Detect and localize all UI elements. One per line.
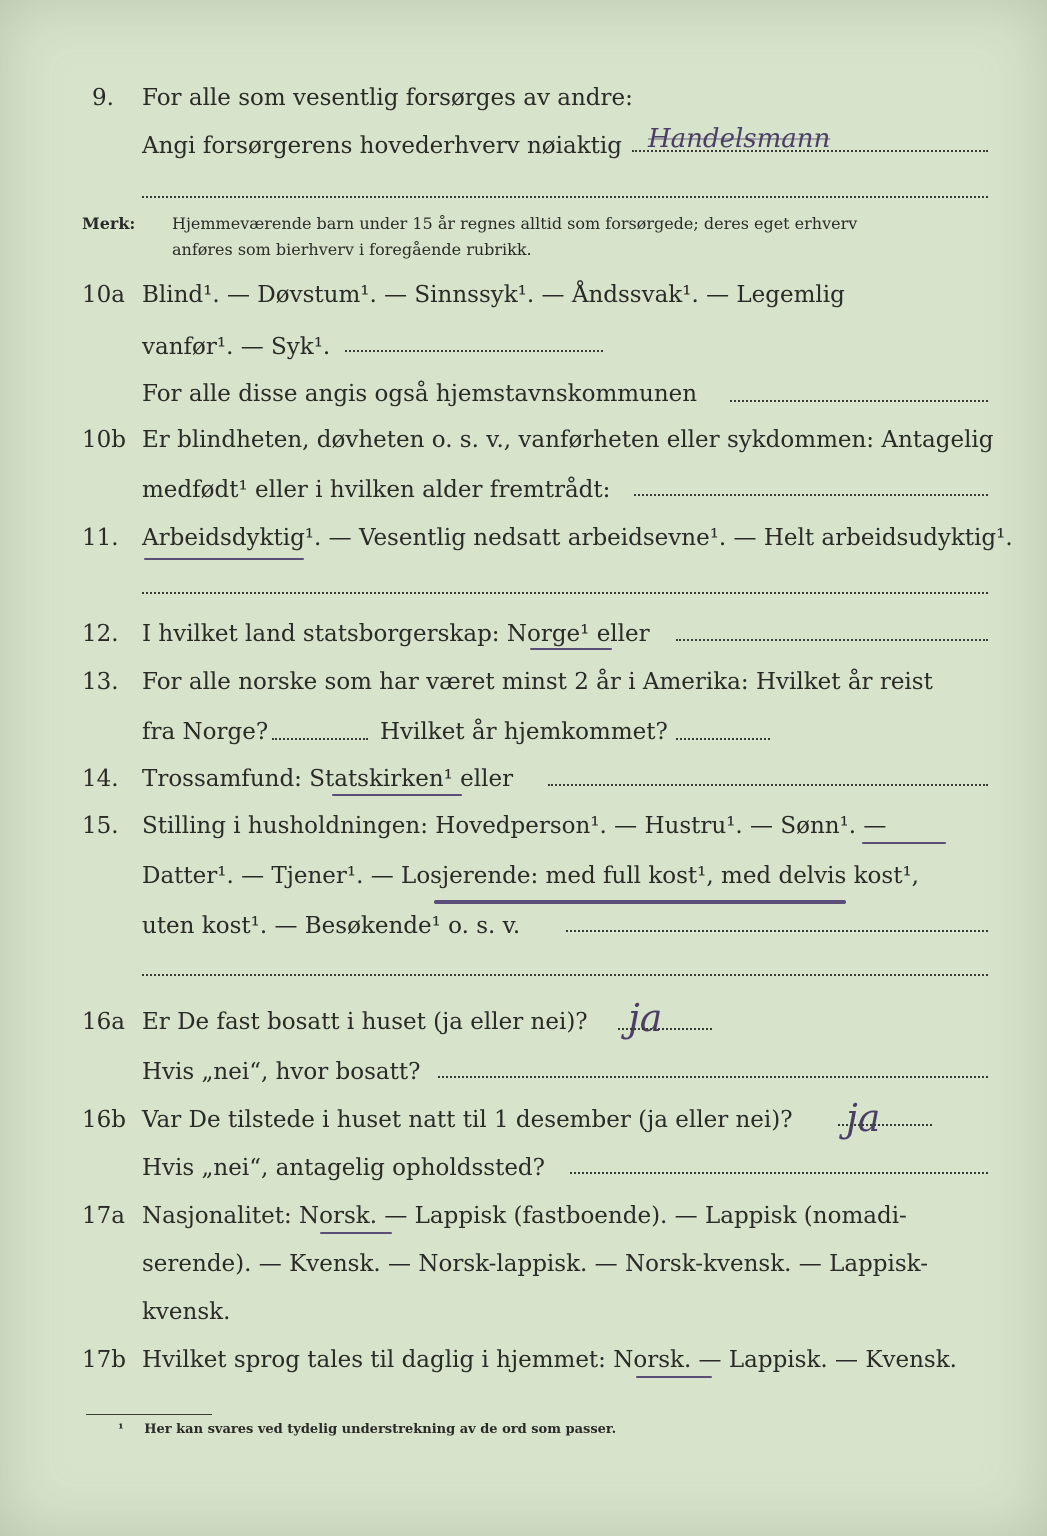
q14-answer-line — [548, 784, 988, 786]
q16b-handwritten-answer: ja — [846, 1096, 881, 1140]
q16b-number: 16b — [82, 1107, 126, 1133]
q16b-line2 — [0, 1144, 1047, 1192]
q17a-text3: kvensk. — [142, 1299, 231, 1325]
q17b-number: 17b — [82, 1347, 126, 1373]
q15-pen-underline-sonn — [862, 842, 946, 844]
q14-pen-underline — [332, 794, 462, 796]
q17b-pen-underline — [636, 1376, 712, 1378]
q16a-line1 — [0, 998, 1047, 1046]
q15-answer-line — [566, 930, 988, 932]
q17b-text1: Hvilket sprog tales til daglig i hjemmet: Norsk. — Lappisk. — Kvensk. — [142, 1347, 957, 1373]
q15-line3 — [0, 902, 1047, 950]
footnote — [118, 1421, 616, 1439]
q11-text1: Arbeidsdyktig¹. — Vesentlig nedsatt arbeidsevne¹. — Helt arbeidsudyktig¹. — [142, 525, 1013, 551]
q16a-answer-line — [618, 1028, 712, 1030]
q17a-line3 — [0, 1288, 1047, 1336]
merk-line2 — [0, 237, 1047, 263]
q9-extra-line — [142, 196, 988, 198]
q14-number: 14. — [82, 766, 119, 792]
q16a-handwritten-answer: ja — [628, 996, 663, 1040]
q10b-line1 — [0, 416, 1047, 464]
q12-pen-underline — [530, 648, 612, 650]
q16b-text1: Var De tilstede i huset natt til 1 desember (ja eller nei)? — [142, 1107, 793, 1133]
q9-text1: For alle som vesentlig forsørges av andre: — [142, 85, 633, 111]
q17a-pen-underline — [320, 1232, 392, 1234]
q13-reist-line — [272, 738, 368, 740]
q15-extra-line — [142, 974, 988, 976]
merk-label: Merk: — [82, 214, 136, 233]
q15-number: 15. — [82, 813, 119, 839]
q10a-number: 10a — [82, 282, 125, 308]
merk-text1: Hjemmeværende barn under 15 år regnes alltid som forsørgede; deres eget erhverv — [172, 214, 858, 233]
q15-text3: uten kost¹. — Besøkende¹ o. s. v. — [142, 913, 521, 939]
q9-number: 9. — [92, 85, 114, 111]
q16a-line2 — [0, 1048, 1047, 1096]
q9-handwritten-answer: Handelsmann — [648, 124, 831, 154]
q10b-text1: Er blindheten, døvheten o. s. v., vanførheten eller sykdommen: Antagelig — [142, 427, 994, 453]
q16a-bosatt-line — [438, 1076, 988, 1078]
q13-line1 — [0, 658, 1047, 706]
footnote-mark: ¹ — [118, 1422, 124, 1437]
q12-line1 — [0, 610, 1047, 658]
q17a-text2: serende). — Kvensk. — Norsk-lappisk. — Norsk-kvensk. — Lappisk- — [142, 1251, 928, 1277]
q17b-line1 — [0, 1336, 1047, 1384]
q10a-text2: vanfør¹. — Syk¹. — [142, 334, 331, 360]
q12-number: 12. — [82, 621, 119, 647]
q10a-text1: Blind¹. — Døvstum¹. — Sinnssyk¹. — Åndssvak¹. — Legemlig — [142, 282, 845, 308]
q10b-number: 10b — [82, 427, 126, 453]
q9-line2 — [0, 122, 1047, 170]
q16a-text1: Er De fast bosatt i huset (ja eller nei)? — [142, 1009, 588, 1035]
q13-number: 13. — [82, 669, 119, 695]
q11-pen-underline — [144, 558, 304, 560]
q12-answer-line — [676, 639, 988, 641]
q15-text1: Stilling i husholdningen: Hovedperson¹. — Hustru¹. — Sønn¹. — — [142, 813, 887, 839]
q15-text2: Datter¹. — Tjener¹. — Losjerende: med full kost¹, med delvis kost¹, — [142, 863, 919, 889]
q11-number: 11. — [82, 525, 119, 551]
q9-line1 — [0, 74, 1047, 122]
q10a-text3: For alle disse angis også hjemstavnskommunen — [142, 381, 698, 407]
q10b-answer-line — [634, 494, 988, 496]
q9-text2: Angi forsørgerens hovederhverv nøiaktig — [142, 133, 622, 159]
q15-line2 — [0, 852, 1047, 900]
q16b-text2: Hvis „nei“, antagelig opholdssted? — [142, 1155, 545, 1181]
q16a-number: 16a — [82, 1009, 125, 1035]
q11-extra-line — [142, 592, 988, 594]
q10b-line2 — [0, 466, 1047, 514]
footnote-text: Her kan svares ved tydelig understrekning av de ord som passer. — [144, 1422, 617, 1437]
q16a-text2: Hvis „nei“, hvor bosatt? — [142, 1059, 421, 1085]
q13-text2a: fra Norge? — [142, 719, 269, 745]
q10a-hjemstavn-line — [730, 400, 988, 402]
q13-text2b: Hvilket år hjemkommet? — [380, 719, 668, 745]
q12-text1: I hvilket land statsborgerskap: Norge¹ eller — [142, 621, 650, 647]
q14-line1 — [0, 755, 1047, 803]
merk-text2: anføres som bierhverv i foregående rubrikk. — [172, 240, 532, 259]
q17a-line1 — [0, 1192, 1047, 1240]
merk-line1 — [0, 211, 1047, 237]
q16b-answer-line — [838, 1124, 932, 1126]
q17a-line2 — [0, 1240, 1047, 1288]
q13-text1: For alle norske som har været minst 2 år i Amerika: Hvilket år reist — [142, 669, 933, 695]
q10a-line3 — [0, 370, 1047, 418]
q13-line2 — [0, 708, 1047, 756]
q11-line1 — [0, 514, 1047, 562]
q10a-syk-line — [345, 350, 603, 352]
q10b-text2: medfødt¹ eller i hvilken alder fremtrådt: — [142, 477, 611, 503]
q10a-line1 — [0, 271, 1047, 319]
q13-hjemkommet-line — [676, 738, 770, 740]
footnote-rule — [86, 1414, 212, 1415]
q16b-opholdssted-line — [570, 1172, 988, 1174]
q17a-number: 17a — [82, 1203, 125, 1229]
q16b-line1 — [0, 1096, 1047, 1144]
q14-text1: Trossamfund: Statskirken¹ eller — [142, 766, 514, 792]
q10a-line2 — [0, 323, 1047, 371]
q17a-text1: Nasjonalitet: Norsk. — Lappisk (fastboende). — Lappisk (nomadi- — [142, 1203, 907, 1229]
